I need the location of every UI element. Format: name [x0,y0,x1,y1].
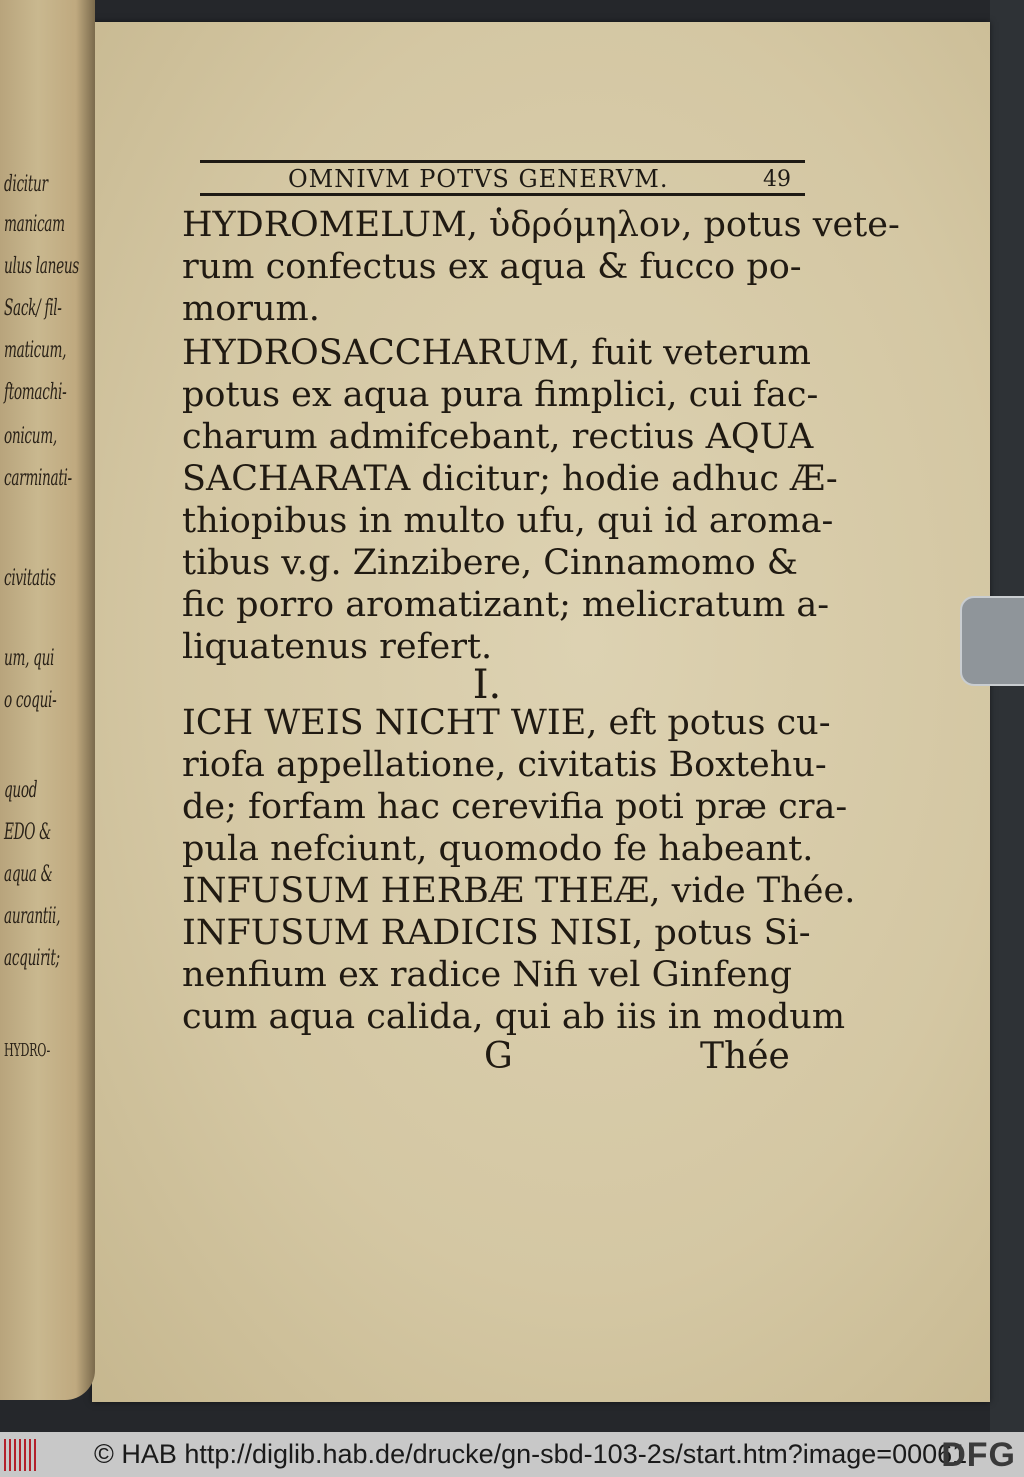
text-line: HYDROMELUM, ὑδρόμηλον, potus vete- [182,205,900,245]
margin-text: manicam [4,212,65,237]
margin-text: EDO & [4,820,52,845]
page-number: 49 [763,167,791,192]
margin-text: carminati- [4,466,72,491]
text-line: thiopibus in multo ufu, qui id aroma- [182,501,834,541]
text-line: nenfium ex radice Nifi vel Ginfeng [182,955,792,995]
text-line: riofa appellatione, civitatis Boxtehu- [182,745,827,785]
section-letter: I. [472,662,502,708]
margin-text: aqua & [4,862,53,887]
text-line: HYDROSACCHARUM, fuit veterum [182,333,811,373]
margin-text: dicitur [4,172,48,197]
margin-text: civitatis [4,566,56,591]
margin-text: o coqui- [4,688,57,713]
text-line: INFUSUM HERBÆ THEÆ, vide Thée. [182,871,856,911]
margin-text: HYDRO- [4,1040,50,1061]
page-header [200,160,805,196]
text-line: fic porro aromatizant; melicratum a- [182,585,830,625]
text-line: ICH WEIS NICHT WIE, eft potus cu- [182,703,831,743]
margin-text: Sack/ fil- [4,296,62,321]
margin-text: ftomachi- [4,380,67,405]
margin-text: onicum, [4,424,57,449]
signature-mark: G [484,1036,513,1077]
text-line: INFUSUM RADICIS NISI, potus Si- [182,913,811,953]
margin-text: aurantii, [4,904,61,929]
text-line: rum confectus ex aqua & fucco po- [182,247,802,287]
text-line: SACHARATA dicitur; hodie adhuc Æ- [182,459,838,499]
text-line: de; forfam hac cerevifia poti præ cra- [182,787,848,827]
catchword: Thée [700,1036,790,1077]
background [990,0,1024,1432]
text-line: potus ex aqua pura fimplici, cui fac- [182,375,819,415]
text-line: charum admifcebant, rectius AQUA [182,417,814,457]
footer-bar [0,1432,1024,1477]
margin-text: ulus laneus [4,254,80,279]
text-line: pula nefciunt, quomodo fe habeant. [182,829,814,869]
dfg-logo: DFG [941,1436,1016,1474]
margin-text: um, qui [4,646,55,671]
text-line: morum. [182,289,320,329]
margin-text: quod [4,778,38,803]
facing-page-edge [0,0,95,1400]
text-line: liquatenus refert. [182,627,493,667]
page-marker-tab [960,596,1024,686]
copyright-link[interactable]: © HAB http://diglib.hab.de/drucke/gn-sbd-103-2s/start.htm?image=00061 [94,1439,968,1469]
text-line: cum aqua calida, qui ab iis in modum [182,997,846,1037]
margin-text: maticum, [4,338,67,363]
running-title: OMNIVM POTVS GENERVM. [288,165,669,193]
margin-text: acquirit; [4,946,60,971]
text-line: tibus v.g. Zinzibere, Cinnamomo & [182,543,798,583]
hab-logo-icon [4,1439,38,1471]
